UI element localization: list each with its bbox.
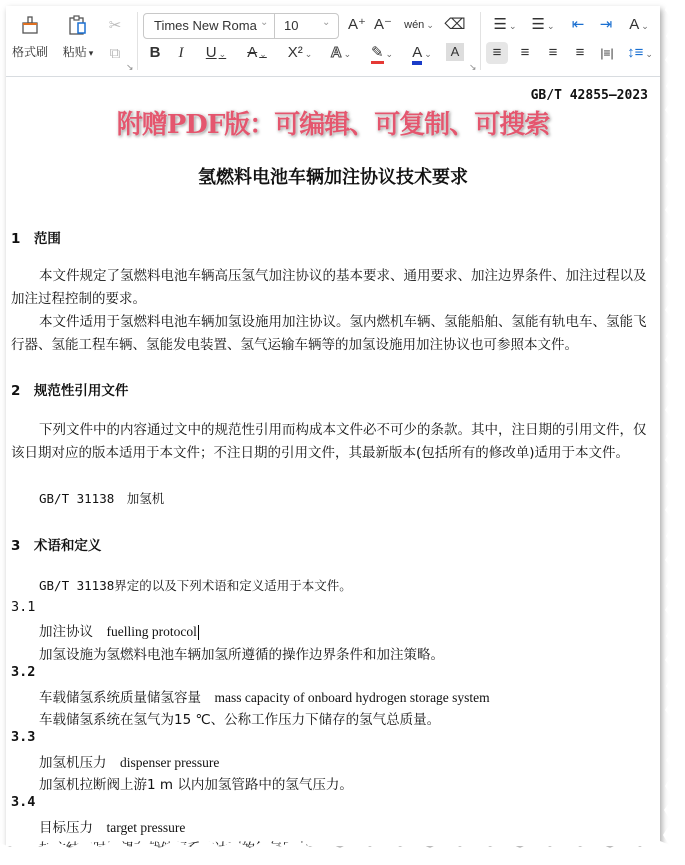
reference-item: GB/T 31138 加氢机: [39, 491, 165, 506]
bullets-button[interactable]: [490, 14, 520, 36]
superscript-button[interactable]: [283, 42, 317, 64]
copy-icon: ⧉: [109, 45, 121, 62]
chevron-down-icon: ⌄: [641, 21, 649, 31]
group-divider: [480, 12, 481, 70]
paste-dropdown-icon[interactable]: ▾: [88, 48, 94, 58]
standard-number: GB/T 42855—2023: [530, 88, 648, 103]
underline-icon: U: [205, 44, 217, 61]
chevron-down-icon: ⌄: [424, 49, 432, 59]
font-color-icon: A: [412, 44, 422, 65]
term-zh: 加氢机压力: [39, 755, 107, 771]
font-name-select[interactable]: Times New Roma: [154, 18, 257, 33]
increase-indent-icon: ⇥: [599, 16, 613, 33]
term-number: 3.1: [11, 599, 36, 615]
align-right-icon: ≡: [548, 44, 558, 61]
font-color-button[interactable]: [406, 42, 438, 64]
line-spacing-icon: ↕≡: [627, 44, 644, 61]
grow-font-icon: A⁺: [348, 16, 366, 33]
distributed-button[interactable]: [594, 42, 620, 64]
eraser-icon: ⌫: [444, 16, 466, 33]
chevron-down-icon: ⌄: [304, 49, 313, 59]
highlight-button[interactable]: [366, 42, 398, 64]
term-definition: 加氢设施为氢燃料电池车辆加氢所遵循的操作边界条件和加注策略。: [39, 647, 444, 663]
numbering-button[interactable]: [528, 14, 558, 36]
term-number: 3.2: [11, 664, 36, 680]
justify-button[interactable]: [569, 42, 591, 64]
chevron-down-icon: ⌄: [218, 49, 227, 59]
paragraph: 本文件规定了氢燃料电池车辆高压氢气加注协议的基本要求、通用要求、加注边界条件、加注过程以及加注过程控制的要求。: [11, 268, 647, 307]
term-zh: 车载储氢系统质量储氢容量: [39, 690, 201, 706]
align-left-icon: ≡: [492, 44, 502, 61]
bold-button[interactable]: [146, 42, 164, 64]
torn-edge-bottom: [0, 835, 685, 865]
document-title: 氢燃料电池车辆加注协议技术要求: [198, 167, 468, 188]
format-painter-button[interactable]: [8, 14, 52, 60]
divider: [274, 14, 275, 38]
term-heading: [39, 686, 490, 706]
highlighter-icon: ✎: [371, 44, 384, 64]
chevron-down-icon[interactable]: ⌄: [322, 17, 331, 28]
strikethrough-icon: A: [247, 44, 258, 61]
increase-indent-button[interactable]: [596, 14, 616, 36]
term-heading: [39, 816, 185, 836]
cut-icon: ✂: [108, 17, 122, 34]
chevron-down-icon: ⌄: [385, 49, 394, 59]
chevron-down-icon: ⌄: [343, 49, 352, 59]
chevron-down-icon: ⌄: [546, 21, 555, 31]
term-definition: 加氢机拉断阀上游1 m 以内加氢管路中的氢气压力。: [39, 777, 353, 793]
decrease-indent-icon: ⇤: [571, 16, 585, 33]
align-left-button[interactable]: [486, 42, 508, 64]
term-number: 3.3: [11, 729, 36, 745]
torn-edge-right: [655, 0, 685, 865]
section-heading-terms: 3 术语和定义: [11, 538, 102, 554]
paste-label: 粘贴: [62, 45, 87, 59]
bold-icon: B: [149, 44, 161, 61]
font-launcher-icon[interactable]: ↘: [469, 62, 477, 72]
phonetic-guide-button[interactable]: [401, 14, 437, 36]
bullet-list-icon: ☰: [493, 16, 507, 33]
ribbon-toolbar: [6, 6, 660, 77]
text-cursor: [198, 625, 199, 640]
term-definition: 车载储氢系统在氢气为15 ℃、公称工作压力下储存的氢气总质量。: [39, 712, 441, 728]
document-page[interactable]: [6, 77, 660, 857]
grow-font-button[interactable]: [346, 14, 368, 36]
superscript-icon: X²: [287, 44, 303, 61]
term-en: target pressure: [106, 820, 186, 835]
chevron-down-icon: ⌄: [645, 49, 653, 59]
chevron-down-icon: ⌄: [259, 49, 267, 59]
align-right-button[interactable]: [542, 42, 564, 64]
strikethrough-button[interactable]: [242, 42, 272, 64]
shrink-font-icon: A⁻: [374, 16, 392, 33]
term-en: fuelling protocol: [106, 624, 197, 639]
term-number: 3.4: [11, 794, 36, 810]
text-effect-icon: A: [330, 44, 342, 61]
font-selector: [143, 13, 339, 39]
chevron-down-icon[interactable]: ⌄: [260, 17, 269, 28]
decrease-indent-button[interactable]: [568, 14, 588, 36]
cut-button[interactable]: [104, 15, 126, 37]
section-heading-normative-references: 2 规范性引用文件: [11, 383, 129, 399]
text-effect-button[interactable]: [326, 42, 356, 64]
clear-format-button[interactable]: [444, 14, 466, 36]
paste-icon: [67, 14, 89, 38]
shrink-font-button[interactable]: [372, 14, 394, 36]
distributed-icon: |≡|: [600, 46, 614, 60]
paste-button[interactable]: [56, 14, 100, 60]
section-heading-scope: 1 范围: [11, 231, 61, 247]
word-processor-window: [6, 6, 660, 846]
char-shading-icon: A: [450, 44, 460, 59]
char-spacing-icon: A: [629, 16, 640, 33]
paragraph: 下列文件中的内容通过文中的规范性引用而构成本文件必不可少的条款。其中，注日期的引用文件，仅该日期对应的版本适用于本文件；不注日期的引用文件，其最新版本(包括所有的修改单)适用于本文件。: [11, 422, 647, 461]
numbered-list-icon: ☰: [531, 16, 545, 33]
term-en: mass capacity of onboard hydrogen storage system: [214, 690, 490, 705]
term-zh: 目标压力: [39, 820, 93, 836]
align-center-button[interactable]: [514, 42, 536, 64]
term-en: dispenser pressure: [120, 755, 220, 770]
copy-button[interactable]: [104, 43, 126, 65]
phonetic-guide-icon: wén: [404, 19, 425, 31]
promo-banner: 附赠PDF版：可编辑、可复制、可搜索: [116, 110, 550, 140]
char-shading-button[interactable]: [446, 43, 464, 61]
italic-button[interactable]: [172, 42, 190, 64]
terms-intro: GB/T 31138界定的以及下列术语和定义适用于本文件。: [39, 578, 352, 593]
group-divider: [137, 12, 138, 70]
term-zh: 加注协议: [39, 624, 93, 640]
format-painter-label: 格式刷: [11, 45, 48, 59]
justify-icon: ≡: [575, 44, 585, 61]
underline-button[interactable]: [201, 42, 231, 64]
format-painter-icon: [19, 14, 41, 38]
align-center-icon: ≡: [520, 44, 530, 61]
font-size-select[interactable]: 10: [284, 18, 299, 33]
clipboard-launcher-icon[interactable]: ↘: [126, 62, 134, 72]
char-spacing-button[interactable]: [624, 14, 654, 36]
chevron-down-icon: ⌄: [426, 20, 434, 30]
term-heading: [39, 751, 219, 771]
paragraph: 本文件适用于氢燃料电池车辆加氢设施用加注协议。氢内燃机车辆、氢能船舶、氢能有轨电车、氢能飞行器、氢能工程车辆、氢能发电装置、氢气运输车辆等的加氢设施用加注协议也可参照本文件。: [11, 314, 647, 353]
chevron-down-icon: ⌄: [508, 21, 517, 31]
term-heading: [39, 620, 199, 640]
line-spacing-button[interactable]: [624, 42, 656, 64]
italic-icon: I: [178, 45, 184, 61]
